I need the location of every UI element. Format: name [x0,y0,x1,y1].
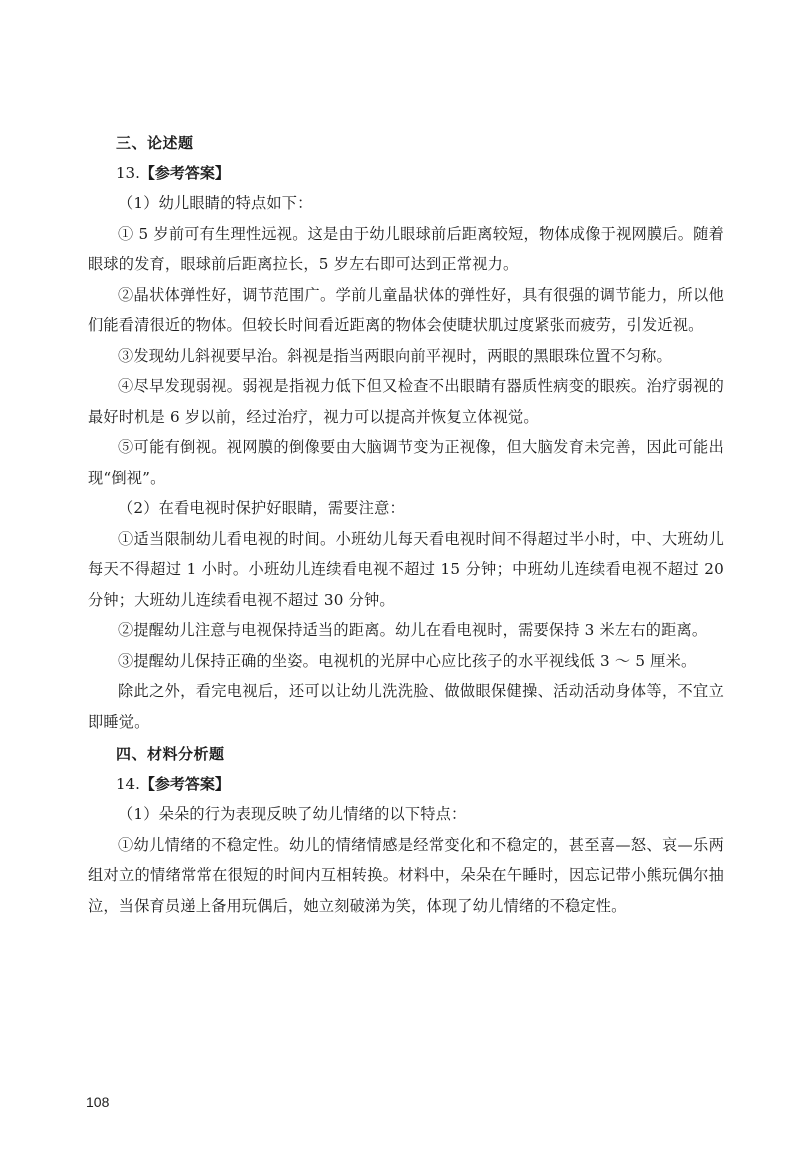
page-content [88,128,724,921]
question-13-number: 13. [116,164,140,182]
paragraph: （1）幼儿眼睛的特点如下： [118,194,313,212]
question-14-label: 【参考答案】 [139,775,230,793]
section-heading-essay: 三、论述题 [116,134,194,152]
paragraph: ⑤可能有倒视。视网膜的倒像要由大脑调节变为正视像，但大脑发育未完善，因此可能出现“倒视”。 [88,438,724,487]
question-14-number: 14. [116,775,140,793]
paragraph: 除此之外，看完电视后，还可以让幼儿洗洗脸、做做眼保健操、活动活动身体等，不宜立即睡觉。 [88,682,724,731]
paragraph: ① 5 岁前可有生理性远视。这是由于幼儿眼球前后距离较短，物体成像于视网膜后。随着眼球的发育，眼球前后距离拉长，5 岁左右即可达到正常视力。 [88,224,724,273]
paragraph: ④尽早发现弱视。弱视是指视力低下但又检查不出眼睛有器质性病变的眼疾。治疗弱视的最好时机是 6 岁以前，经过治疗，视力可以提高并恢复立体视觉。 [88,377,724,426]
page-number: 108 [86,1094,110,1110]
question-13-header [116,158,724,188]
paragraph: ②提醒幼儿注意与电视保持适当的距离。幼儿在看电视时，需要保持 3 米左右的距离。 [118,621,708,639]
paragraph: ③发现幼儿斜视要早治。斜视是指当两眼向前平视时，两眼的黑眼珠位置不匀称。 [118,346,672,365]
paragraph: ②晶状体弹性好，调节范围广。学前儿童晶状体的弹性好，具有很强的调节能力，所以他们能看清很近的物体。但较长时间看近距离的物体会使睫状肌过度紧张而疲劳，引发近视。 [88,285,724,334]
question-13-label: 【参考答案】 [139,164,230,182]
paragraph: ①幼儿情绪的不稳定性。幼儿的情绪情感是经常变化和不稳定的，甚至喜—怒、哀—乐两组对立的情绪常常在很短的时间内互相转换。材料中，朵朵在午睡时，因忘记带小熊玩偶尔抽泣，当保育员递上备用玩偶后，她立刻破涕为笑，体现了幼儿情绪的不稳定性。 [88,835,724,915]
paragraph: （2）在看电视时保护好眼睛，需要注意： [118,499,405,517]
paragraph: （1）朵朵的行为表现反映了幼儿情绪的以下特点： [118,805,467,823]
paragraph: ③提醒幼儿保持正确的坐姿。电视机的光屏中心应比孩子的水平视线低 3 ～ 5 厘米。 [118,651,697,670]
section-heading-material-analysis: 四、材料分析题 [116,745,225,763]
question-14-header [116,769,724,799]
paragraph: ①适当限制幼儿看电视的时间。小班幼儿每天看电视时间不得超过半小时，中、大班幼儿每天不得超过 1 小时。小班幼儿连续看电视不超过 15 分钟；中班幼儿连续看电视不超过 20 分钟；大班幼儿连续看电视不超过 30 分钟。 [88,529,724,609]
